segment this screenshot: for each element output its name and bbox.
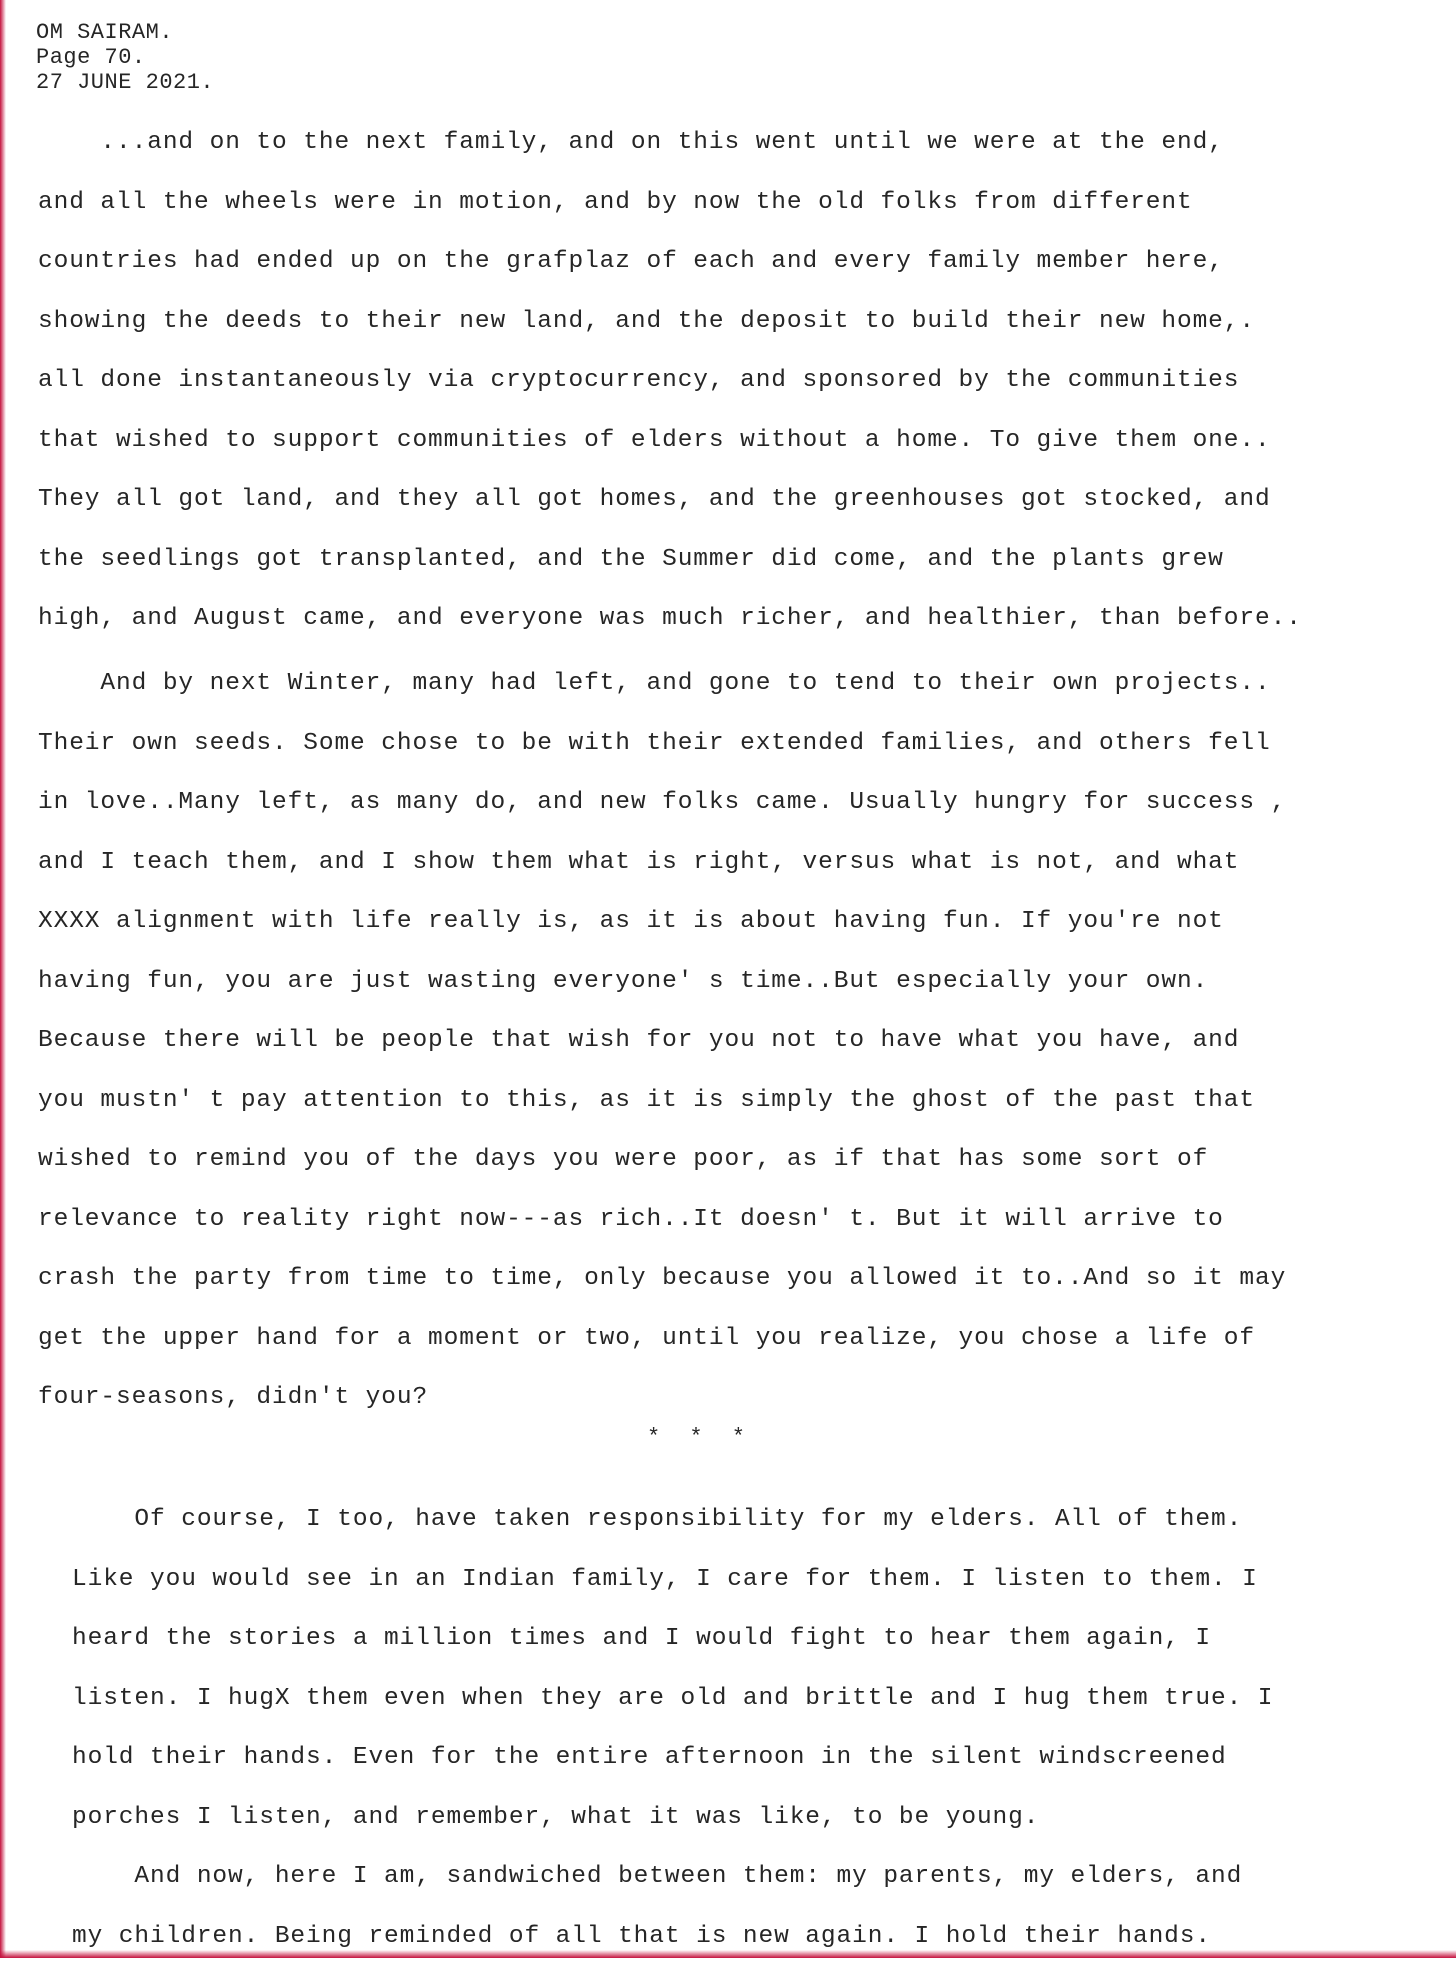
text-line: They all got land, and they all got homes, and the greenhouses got stocked, and	[38, 470, 1438, 530]
text-line: high, and August came, and everyone was much richer, and healthier, than before..	[38, 589, 1438, 649]
header-title: OM SAIRAM.	[36, 20, 214, 45]
header-page-number: Page 70.	[36, 45, 214, 70]
text-line: my children. Being reminded of all that is new again. I hold their hands.	[72, 1907, 1456, 1966]
text-line: four-seasons, didn't you?	[38, 1368, 1438, 1428]
paragraph-3	[72, 1490, 1456, 1966]
header-date: 27 JUNE 2021.	[36, 70, 214, 95]
text-line: Because there will be people that wish for you not to have what you have, and	[38, 1011, 1438, 1071]
section-divider: * * *	[0, 1425, 1400, 1450]
text-line: showing the deeds to their new land, and the deposit to build their new home,.	[38, 292, 1438, 352]
page-edge-left	[0, 0, 6, 1958]
text-line: wished to remind you of the days you were poor, as if that has some sort of	[38, 1130, 1438, 1190]
text-line: heard the stories a million times and I would fight to hear them again, I	[72, 1609, 1456, 1669]
text-line: ...and on to the next family, and on this went until we were at the end,	[38, 113, 1438, 173]
text-line: hold their hands. Even for the entire afternoon in the silent windscreened	[72, 1728, 1456, 1788]
paragraph-1	[38, 113, 1438, 649]
text-line: And now, here I am, sandwiched between them: my parents, my elders, and	[72, 1847, 1456, 1907]
text-line: relevance to reality right now---as rich..It doesn' t. But it will arrive to	[38, 1190, 1438, 1250]
text-line: And by next Winter, many had left, and gone to tend to their own projects..	[38, 654, 1438, 714]
text-line: Of course, I too, have taken responsibility for my elders. All of them.	[72, 1490, 1456, 1550]
text-line: get the upper hand for a moment or two, until you realize, you chose a life of	[38, 1309, 1438, 1369]
text-line: XXXX alignment with life really is, as it is about having fun. If you're not	[38, 892, 1438, 952]
text-line: and all the wheels were in motion, and by now the old folks from different	[38, 173, 1438, 233]
text-line: crash the party from time to time, only because you allowed it to..And so it may	[38, 1249, 1438, 1309]
text-line: Like you would see in an Indian family, I care for them. I listen to them. I	[72, 1550, 1456, 1610]
text-line: porches I listen, and remember, what it was like, to be young.	[72, 1788, 1456, 1848]
paragraph-2	[38, 654, 1438, 1428]
text-line: the seedlings got transplanted, and the Summer did come, and the plants grew	[38, 530, 1438, 590]
text-line: countries had ended up on the grafplaz of each and every family member here,	[38, 232, 1438, 292]
text-line: all done instantaneously via cryptocurrency, and sponsored by the communities	[38, 351, 1438, 411]
text-line: that wished to support communities of elders without a home. To give them one..	[38, 411, 1438, 471]
text-line: and I teach them, and I show them what is right, versus what is not, and what	[38, 833, 1438, 893]
page-header	[36, 20, 214, 95]
text-line: having fun, you are just wasting everyone' s time..But especially your own.	[38, 952, 1438, 1012]
text-line: Their own seeds. Some chose to be with their extended families, and others fell	[38, 714, 1438, 774]
text-line: listen. I hugX them even when they are old and brittle and I hug them true. I	[72, 1669, 1456, 1729]
text-line: you mustn' t pay attention to this, as it is simply the ghost of the past that	[38, 1071, 1438, 1131]
text-line: in love..Many left, as many do, and new folks came. Usually hungry for success ,	[38, 773, 1438, 833]
